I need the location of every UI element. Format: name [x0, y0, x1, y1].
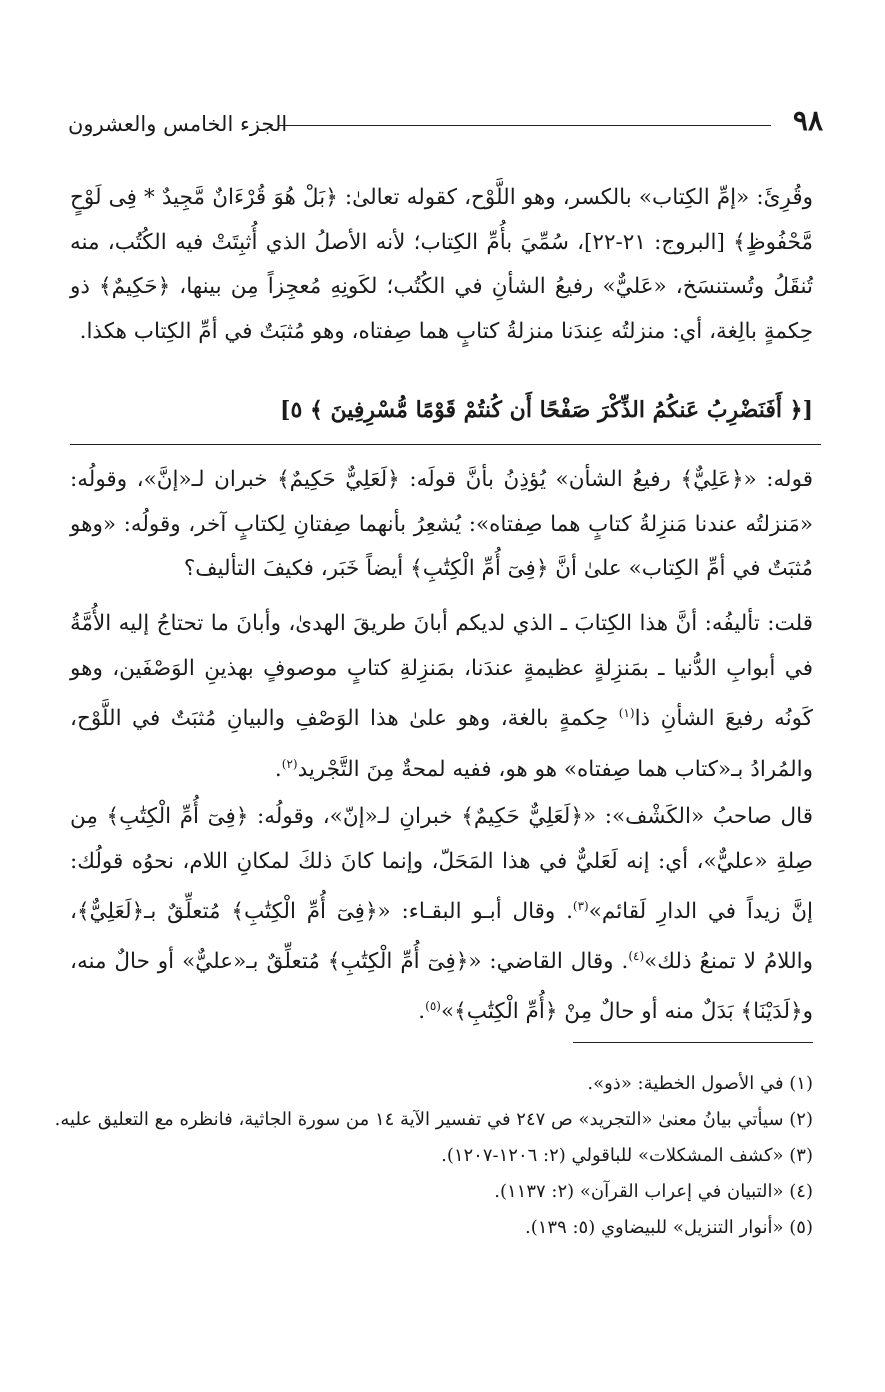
footnotes: [54, 1066, 813, 1246]
text-run: حِكمةٍ بالغة، وهو علىٰ هذا الوَصْفِ والبيانِ مُثبَتٌ في اللَّوْح، والمُرادُ بـ«كتاب هما صِفتاه» هو هو، ففيه لمحةٌ مِنَ التَّجْريد: [70, 706, 813, 782]
footnote-ref-4[interactable]: (٤): [628, 949, 645, 964]
quran-verse: [﴿ أَفَنَضْرِبُ عَنكُمُ الذِّكْرَ صَفْحًا أَن كُنتُمْ قَوْمًا مُّسْرِفِينَ ﴾ ٥]: [280, 397, 813, 423]
paragraph-text: [70, 794, 813, 1034]
text-run: قال صاحبُ «الكَشْف»: «﴿لَعَلِيٌّ حَكِيمٌ﴾ خبرانِ لـ«إنّ»، وقولُه: ﴿فِىٓ أُمِّ الْكِتَٰبِ﴾ مِن صِلةِ «عليٌّ»، أي: إنه لَعَليٌّ في هذا المَحَلّ، وإنما كانَ ذلكَ لمكانِ اللام، نحوُه قولُك: إنَّ زيداً في الدارِ لَقائم»: [70, 804, 813, 925]
footnote-ref-3[interactable]: (٣): [572, 899, 589, 913]
footnote-rule: [573, 1042, 813, 1043]
page-header: [68, 103, 823, 147]
gloss-paragraph-1: [70, 458, 813, 592]
gloss-paragraph-3: [70, 794, 813, 1034]
text-run: قلت: تأليفُه: أنَّ هذا الكِتابَ ـ الذي لديكم أبانَ طريقَ الهدىٰ، وأبانَ ما تحتاجُ إليه الأُمَّةُ في أبوابِ الدُّنيا ـ بمَنزِلةٍ عظيمةٍ عندَنا، بمَنزِلةِ كتابٍ موصوفٍ بهذينِ الوَصْفَين، وهو كَونُه رفيعَ الشأنِ ذا: [70, 611, 813, 732]
header-rule: [278, 125, 771, 126]
footnote-4: (٤) «التبيان في إعراب القرآن» (٢: ١١٣٧).: [494, 1181, 813, 1202]
paragraph-text: [70, 602, 813, 792]
footnote-ref-2[interactable]: (٢): [281, 756, 298, 771]
footnote-2: (٢) سيأتي بيانُ معنىٰ «التجريد» ص ٢٤٧ في تفسير الآية ١٤ من سورة الجاثية، فانظره مع التعليق عليه.: [54, 1109, 813, 1130]
paragraph-text: قوله: «﴿عَلِيٌّ﴾ رفيعُ الشأن» يُؤذِنُ بأنَّ قولَه: ﴿لَعَلِيٌّ حَكِيمٌ﴾ خبران لـ«إنَّ»، وقولُه: «مَنزلتُه عندنا مَنزِلةُ كتابٍ هما صِفتاه»: يُشعِرُ بأنهما صِفتانِ لِكتابٍ آخر، وقولُه: «وهو مُثبَتٌ في أمِّ الكِتاب» علىٰ أنَّ ﴿فِىٓ أُمِّ الْكِتَٰبِ﴾ أيضاً خَبَر، فكيفَ التأليف؟: [70, 467, 813, 581]
running-title: الجزء الخامس والعشرون: [68, 112, 288, 136]
paragraph-text: وقُرِئَ: «إمِّ الكِتاب» بالكسر، وهو اللَّوْح، كقوله تعالىٰ: ﴿بَلْ هُوَ قُرْءَانٌ مَّجِيدٌ * فِى لَوْحٍ مَّحْفُوظٍ﴾ [البروج: ٢١-٢٢]، سُمِّيَ بأُمِّ الكِتاب؛ لأنه الأصلُ الذي أُثبِتَتْ فيه الكُتُب، منه تُنقَلُ وتُستنسَخ، «عَليٌّ» رفيعُ الشأنِ في الكُتُب؛ لكَونِهِ مُعجِزاً مِن بينها، ﴿حَكِيمٌ﴾ ذو حِكمةٍ بالِغة، أي: منزلتُه عِندَنا منزلةُ كتابٍ هما صِفتاه، وهو مُثبَتٌ في أمِّ الكِتاب هكذا.: [70, 185, 813, 344]
text-run: . وقال أبـو البقـاء: «﴿فِىٓ أُمِّ الْكِتَٰبِ﴾ مُتعلِّقٌ بـ﴿لَعَلِيٌّ﴾، واللامُ لا تمنعُ ذلك»: [70, 899, 813, 975]
page-number: ٩٨: [792, 104, 823, 137]
text-run: .: [274, 756, 282, 782]
commentary-paragraph-1: [70, 176, 813, 354]
text-run: .: [418, 999, 426, 1025]
text-run: . وقال القاضي: «﴿فِىٓ أُمِّ الْكِتَٰبِ﴾ مُتعلِّقٌ بـ«عليٌّ» أو حالٌ منه، و﴿لَدَيْنَا﴾ بَدَلٌ منه أو حالٌ مِنْ ﴿أُمِّ الْكِتَٰبِ﴾»: [70, 949, 813, 1025]
footnote-ref-1[interactable]: (١): [618, 706, 635, 720]
footnote-ref-5[interactable]: (٥): [425, 999, 441, 1014]
footnote-1: (١) في الأصول الخطية: «ذو».: [587, 1073, 813, 1094]
footnote-5: (٥) «أنوار التنزيل» للبيضاوي (٥: ١٣٩).: [524, 1217, 813, 1238]
footnote-3: (٣) «كشف المشكلات» للباقولي (٢: ١٢٠٦-١٢٠٧).: [441, 1145, 813, 1166]
gloss-paragraph-2: [70, 602, 813, 792]
section-rule: [70, 444, 821, 445]
